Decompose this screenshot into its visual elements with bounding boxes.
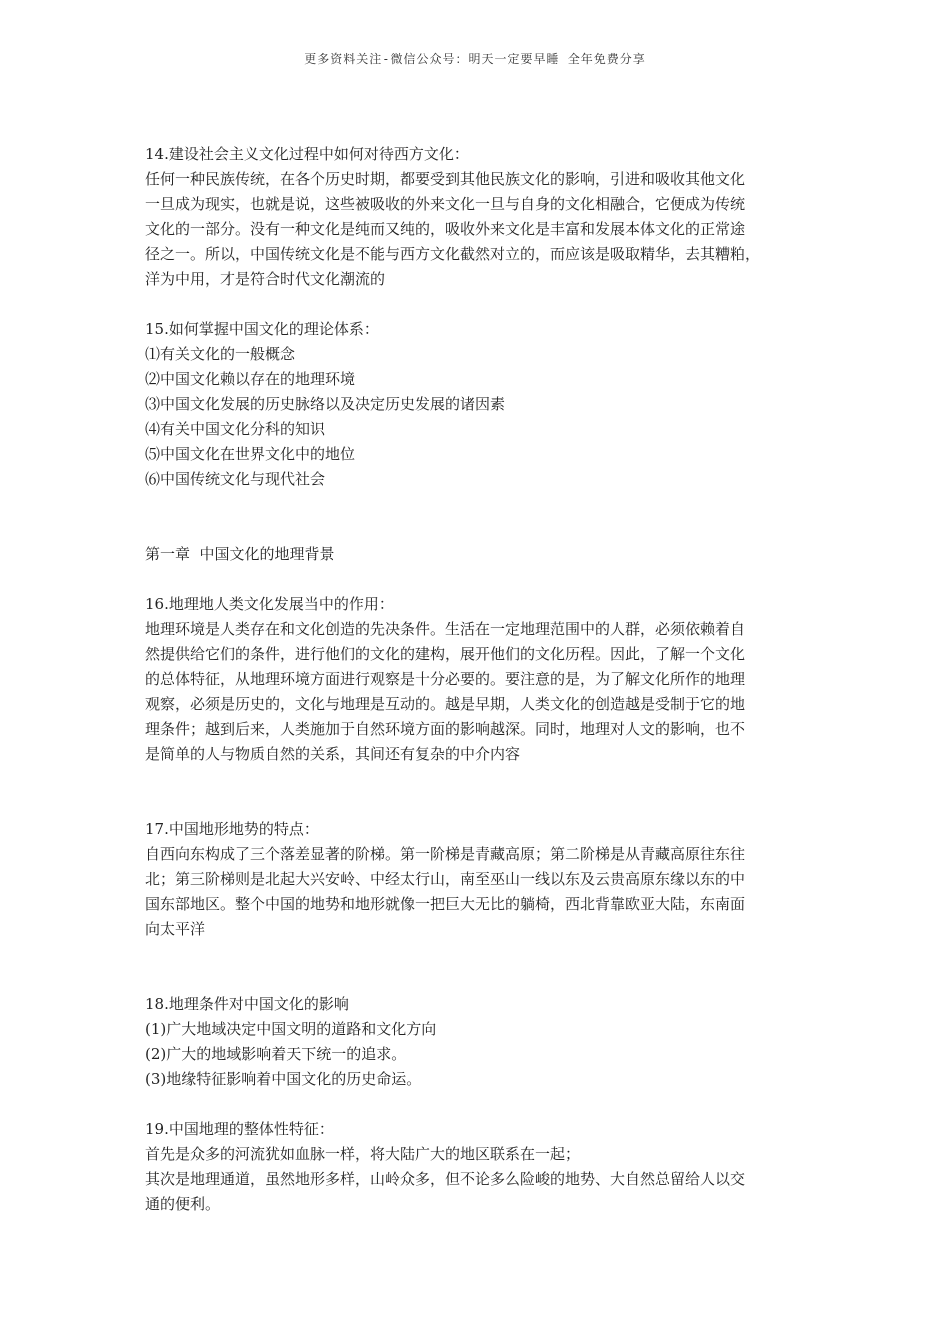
- section-heading: 15.如何掌握中国文化的理论体系：: [145, 320, 379, 338]
- list-item: ⑷有关中国文化分科的知识: [145, 420, 326, 438]
- paragraph-line: 然提供给它们的条件，进行他们的文化的建构，展开他们的文化历程。因此，了解一个文化: [145, 645, 746, 663]
- paragraph-line: 通的便利。: [145, 1195, 221, 1213]
- paragraph-line: 地理环境是人类存在和文化创造的先决条件。生活在一定地理范围中的人群，必须依赖着自: [145, 620, 746, 638]
- section-heading: 18.地理条件对中国文化的影响: [145, 995, 349, 1013]
- section-heading: 17.中国地形地势的特点：: [145, 820, 319, 838]
- paragraph-line: 国东部地区。整个中国的地势和地形就像一把巨大无比的躺椅，西北背靠欧亚大陆，东南面: [145, 895, 746, 913]
- paragraph-line: 是简单的人与物质自然的关系，其间还有复杂的中介内容: [145, 745, 521, 763]
- paragraph-line: 理条件；越到后来，人类施加于自然环境方面的影响越深。同时，地理对人文的影响，也不: [145, 720, 746, 738]
- section-heading: 19.中国地理的整体性特征：: [145, 1120, 334, 1138]
- paragraph-line: 的总体特征，从地理环境方面进行观察是十分必要的。要注意的是，为了解文化所作的地理: [145, 670, 746, 688]
- paragraph-line: 首先是众多的河流犹如血脉一样，将大陆广大的地区联系在一起；: [145, 1145, 581, 1163]
- list-item: (3)地缘特征影响着中国文化的历史命运。: [145, 1070, 422, 1088]
- chapter-title: 第一章 中国文化的地理背景: [145, 545, 335, 563]
- list-item: ⑴有关文化的一般概念: [145, 345, 296, 363]
- paragraph-line: 一旦成为现实，也就是说，这些被吸收的外来文化一旦与自身的文化相融合，它便成为传统: [145, 195, 746, 213]
- paragraph-line: 自西向东构成了三个落差显著的阶梯。第一阶梯是青藏高原；第二阶梯是从青藏高原往东往: [145, 845, 746, 863]
- section-q16: [145, 592, 810, 767]
- section-q18: [145, 992, 810, 1092]
- paragraph-line: 径之一。所以，中国传统文化是不能与西方文化截然对立的，而应该是吸取精华，去其糟粕，: [145, 245, 761, 263]
- document-body: [145, 142, 810, 1217]
- list-item: ⑵中国文化赖以存在的地理环境: [145, 370, 356, 388]
- paragraph-line: 北；第三阶梯则是北起大兴安岭、中经太行山，南至巫山一线以东及云贵高原东缘以东的中: [145, 870, 746, 888]
- paragraph-line: 观察，必须是历史的，文化与地理是互动的。越是早期，人类文化的创造越是受制于它的地: [145, 695, 746, 713]
- section-q17: [145, 817, 810, 942]
- section-heading: 16.地理地人类文化发展当中的作用：: [145, 595, 394, 613]
- section-q15: [145, 317, 810, 492]
- list-item: ⑶中国文化发展的历史脉络以及决定历史发展的诸因素: [145, 395, 506, 413]
- paragraph-line: 其次是地理通道，虽然地形多样，山岭众多，但不论多么险峻的地势、大自然总留给人以交: [145, 1170, 746, 1188]
- list-item: ⑹中国传统文化与现代社会: [145, 470, 326, 488]
- chapter-heading-block: [145, 542, 810, 567]
- paragraph-line: 文化的一部分。没有一种文化是纯而又纯的，吸收外来文化是丰富和发展本体文化的正常途: [145, 220, 746, 238]
- section-q19: [145, 1117, 810, 1217]
- list-item: (1)广大地域决定中国文明的道路和文化方向: [145, 1020, 437, 1038]
- section-q14: [145, 142, 810, 292]
- paragraph-line: 洋为中用，才是符合时代文化潮流的: [145, 270, 386, 288]
- paragraph-line: 任何一种民族传统，在各个历史时期，都要受到其他民族文化的影响，引进和吸收其他文化: [145, 170, 746, 188]
- list-item: ⑸中国文化在世界文化中的地位: [145, 445, 356, 463]
- page-header: 更多资料关注-微信公众号：明天一定要早睡 全年免费分享: [304, 52, 646, 66]
- list-item: (2)广大的地域影响着天下统一的追求。: [145, 1045, 407, 1063]
- paragraph-line: 向太平洋: [145, 920, 206, 938]
- section-heading: 14.建设社会主义文化过程中如何对待西方文化：: [145, 145, 469, 163]
